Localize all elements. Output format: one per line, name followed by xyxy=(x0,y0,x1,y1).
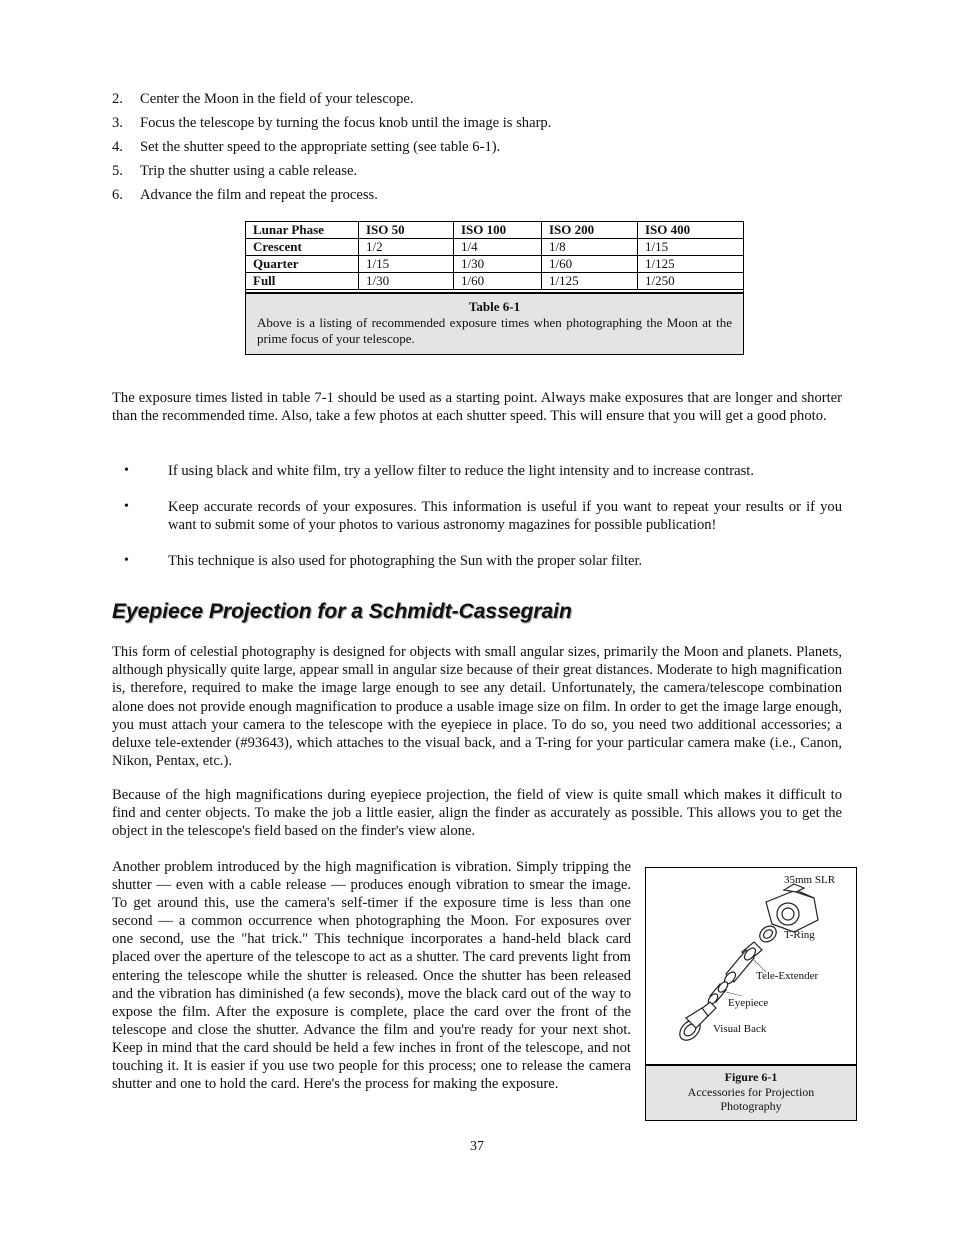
table-cell: 1/2 xyxy=(359,239,454,256)
camera-icon xyxy=(766,884,818,932)
table-header-cell: ISO 200 xyxy=(542,222,638,239)
paragraph-exposure: The exposure times listed in table 7-1 should be used as a starting point. Always make exposures that are longer and shorter than the recommended time. Also, take a few photos at each shutter speed. This will ensure that you will get a good photo. xyxy=(112,390,842,425)
paragraph-field: Because of the high magnifications during eyepiece projection, the field of view is quite small which makes it difficult to find and center objects. To make the job a little easier, align the finder as accurately as possible. This allows you to get the object in the telescope's field based on the finder's view alone. xyxy=(112,787,842,840)
numbered-steps xyxy=(112,89,852,209)
step-item: 4. Set the shutter speed to the appropriate setting (see table 6-1). xyxy=(112,139,501,155)
table-cell: 1/15 xyxy=(638,239,745,256)
table-cell: 1/125 xyxy=(638,256,745,273)
step-item: 5. Trip the shutter using a cable release. xyxy=(112,163,358,179)
table-row xyxy=(246,239,744,256)
table-cell: Crescent xyxy=(246,239,359,256)
table-row xyxy=(246,256,744,273)
exposure-table xyxy=(246,222,744,290)
table-header-cell: ISO 50 xyxy=(359,222,454,239)
step-item: 2. Center the Moon in the field of your telescope. xyxy=(112,91,414,107)
table-cell: 1/30 xyxy=(359,273,454,290)
paragraph-vibration: Another problem introduced by the high magnification is vibration. Simply tripping the shutter — even with a cable release — produces enough vibration to smear the image. To get around this, use the camera's self-timer if the exposure time is less than one second — a common occurrence when photographing the Moon. For exposures over one second, use the "hat trick." This technique incorporates a hand-held black card placed over the aperture of the telescope to act as a shutter. The card prevents light from entering the telescope while the shutter is released. Once the shutter has been released and the vibration has diminished (a few seconds), move the black card out of the way to expose the film. After the exposure is complete, place the card over the front of the telescope and close the shutter. Advance the film and you're ready for your next shot. Keep in mind that the card should be held a few inches in front of the telescope, and not touching it. It is easier if you use two people for this process; one to release the camera shutter and one to hold the card. Here's the process for making the exposure. xyxy=(112,859,631,1093)
step-item: 6. Advance the film and repeat the process. xyxy=(112,187,378,203)
label-tele-extender: Tele-Extender xyxy=(756,970,819,982)
figure-caption-line: Photography xyxy=(720,1099,782,1113)
label-eyepiece: Eyepiece xyxy=(728,997,769,1009)
table-cell: 1/30 xyxy=(454,256,542,273)
table-row xyxy=(246,273,744,290)
table-header-cell: ISO 400 xyxy=(638,222,745,239)
figure-caption-title: Figure 6-1 xyxy=(724,1070,778,1084)
table-cell: Full xyxy=(246,273,359,290)
t-ring-icon xyxy=(757,923,780,945)
table-header-cell: Lunar Phase xyxy=(246,222,359,239)
bullet-icon: • xyxy=(124,463,129,478)
section-heading: Eyepiece Projection for a Schmidt-Cassegrain xyxy=(112,600,572,623)
table-header-cell: ISO 100 xyxy=(454,222,542,239)
figure-caption xyxy=(646,1064,856,1120)
table-cell: 1/60 xyxy=(542,256,638,273)
table-caption xyxy=(246,292,743,354)
table-header-row xyxy=(246,222,744,239)
table-cell: Quarter xyxy=(246,256,359,273)
bullet-icon: • xyxy=(124,499,129,514)
table-cell: 1/60 xyxy=(454,273,542,290)
label-visual-back: Visual Back xyxy=(713,1023,767,1035)
table-caption-title: Table 6-1 xyxy=(468,299,521,314)
page-number: 37 xyxy=(470,1139,484,1154)
label-35mm-slr: 35mm SLR xyxy=(784,874,836,886)
paragraph-intro: This form of celestial photography is designed for objects with small angular sizes, primarily the Moon and planets. Planets, although physically quite large, appear small in angular size because of their great distances. Moderate to high magnification is, therefore, required to make the image large enough to see any detail. Unfortunately, the camera/telescope combination alone does not provide enough magnification to produce a usable image size on film. In order to get the image large enough, you must attach your camera to the telescope with the eyepiece in place. To do so, you need two additional accessories; a deluxe tele-extender (#93643), which attaches to the visual back, and a T-ring for your particular camera make (i.e., Canon, Nikon, Pentax, etc.). xyxy=(112,644,842,770)
table-cell: 1/15 xyxy=(359,256,454,273)
bullet-icon: • xyxy=(124,553,129,568)
exposure-table-box xyxy=(245,221,744,355)
table-cell: 1/250 xyxy=(638,273,745,290)
table-cell: 1/4 xyxy=(454,239,542,256)
table-cell: 1/125 xyxy=(542,273,638,290)
step-item: 3. Focus the telescope by turning the focus knob until the image is sharp. xyxy=(112,115,552,131)
figure-accessories xyxy=(645,867,857,1121)
label-t-ring: T-Ring xyxy=(784,929,815,941)
table-caption-body: Above is a listing of recommended exposure times when photographing the Moon at the prime focus of your telescope. xyxy=(257,315,732,346)
visual-back-icon xyxy=(676,1002,716,1044)
table-cell: 1/8 xyxy=(542,239,638,256)
figure-caption-line: Accessories for Projection xyxy=(687,1084,815,1099)
